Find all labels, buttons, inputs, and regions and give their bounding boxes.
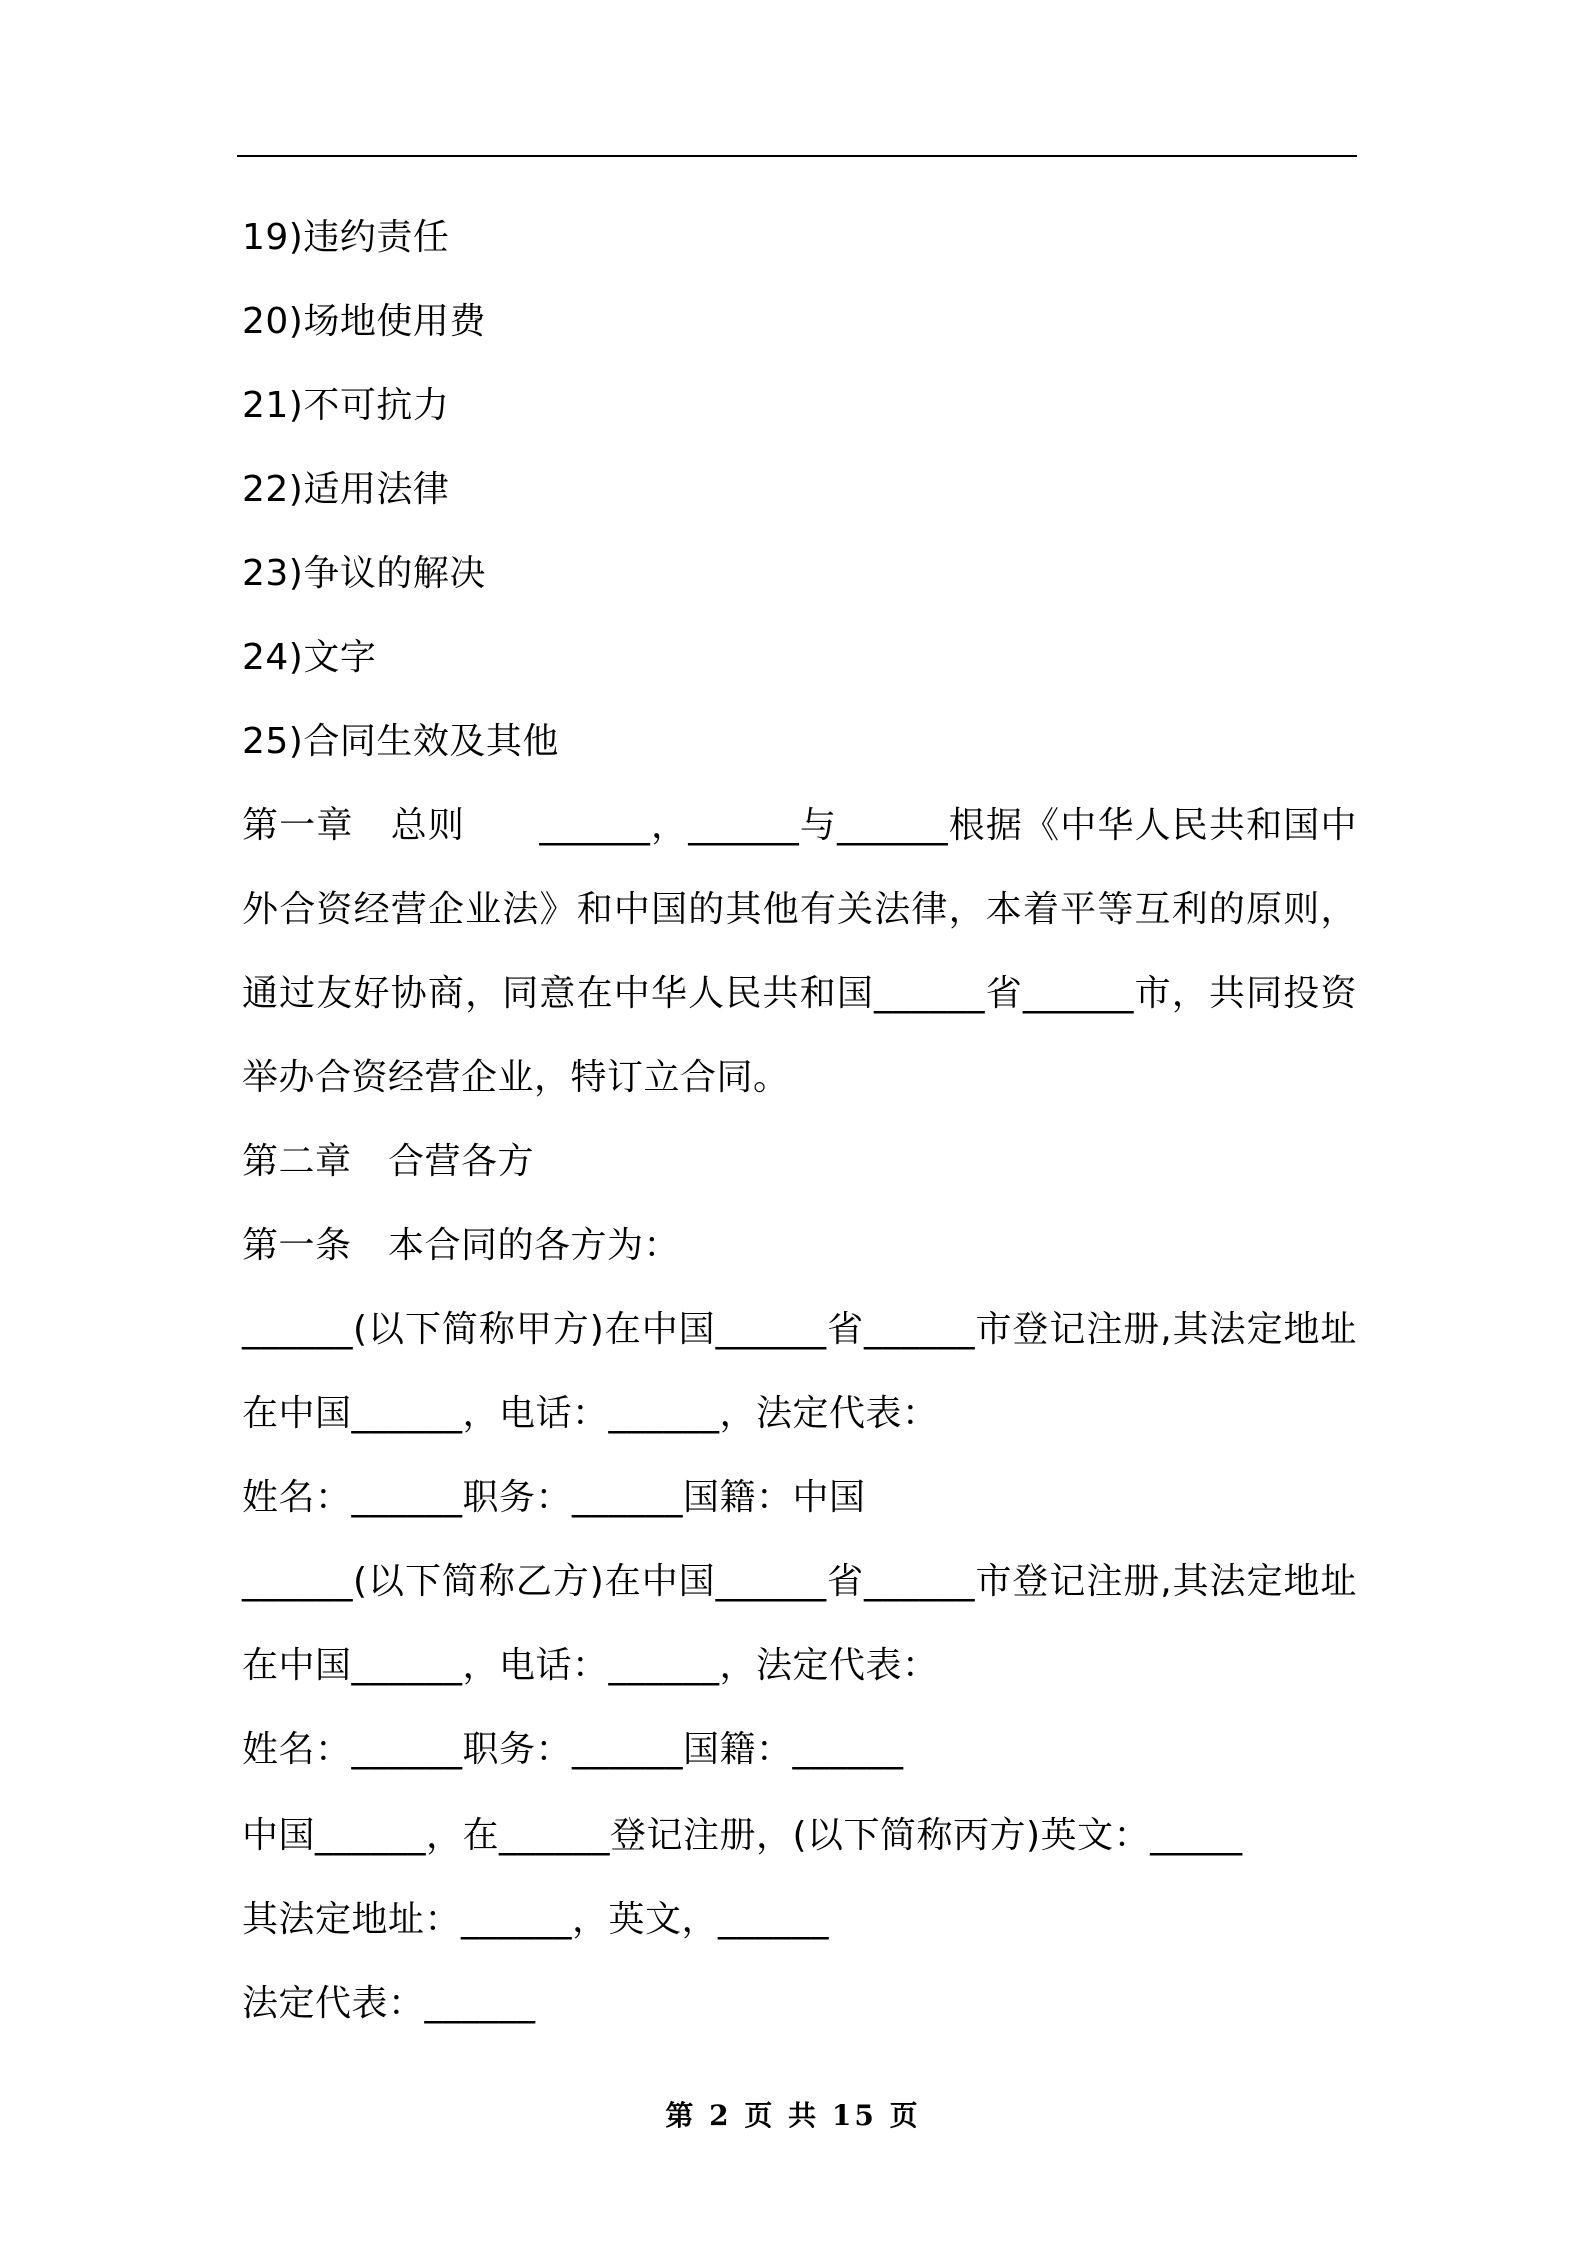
chapter-2-heading: 第二章 合营各方 (242, 1141, 535, 1182)
article-1-heading: 第一条 本合同的各方为： (242, 1225, 681, 1266)
party-c-line: 中国______，在______登记注册，(以下简称丙方)英文：_____ (242, 1815, 1243, 1856)
party-c-line: 法定代表：______ (242, 1983, 536, 2024)
party-c-line: 其法定地址：______，英文，______ (242, 1899, 830, 1940)
document-body (242, 196, 1362, 2046)
party-a-line: 姓名：______职务：______国籍：中国 (242, 1477, 866, 1518)
party-b-line: 在中国______，电话：______，法定代表： (242, 1645, 939, 1686)
list-item-20: 20)场地使用费 (242, 301, 486, 342)
list-item-23: 23)争议的解决 (242, 553, 486, 594)
list-item-25: 25)合同生效及其他 (242, 721, 559, 762)
list-item-21: 21)不可抗力 (242, 385, 450, 426)
chapter-1-paragraph-line: 第一章 总则 ______，______与______根据《中华人民共和国中 (242, 805, 1357, 846)
header-rule (237, 155, 1357, 157)
list-item-22: 22)适用法律 (242, 469, 450, 510)
party-a-line: ______(以下简称甲方)在中国______省______市登记注册,其法定地址 (242, 1309, 1357, 1350)
party-b-line: 姓名：______职务：______国籍：______ (242, 1729, 904, 1770)
list-item-24: 24)文字 (242, 637, 377, 678)
page-number: 第 2 页 共 15 页 (665, 2099, 921, 2132)
chapter-1-paragraph-line: 通过友好协商，同意在中华人民共和国______省______市，共同投资 (242, 973, 1357, 1014)
list-item-19: 19)违约责任 (242, 217, 450, 258)
party-b-line: ______(以下简称乙方)在中国______省______市登记注册,其法定地址 (242, 1561, 1357, 1602)
party-a-line: 在中国______，电话：______，法定代表： (242, 1393, 939, 1434)
chapter-1-paragraph-line: 举办合资经营企业，特订立合同。 (242, 1057, 790, 1098)
chapter-1-paragraph-line: 外合资经营企业法》和中国的其他有关法律，本着平等互利的原则， (242, 889, 1357, 930)
